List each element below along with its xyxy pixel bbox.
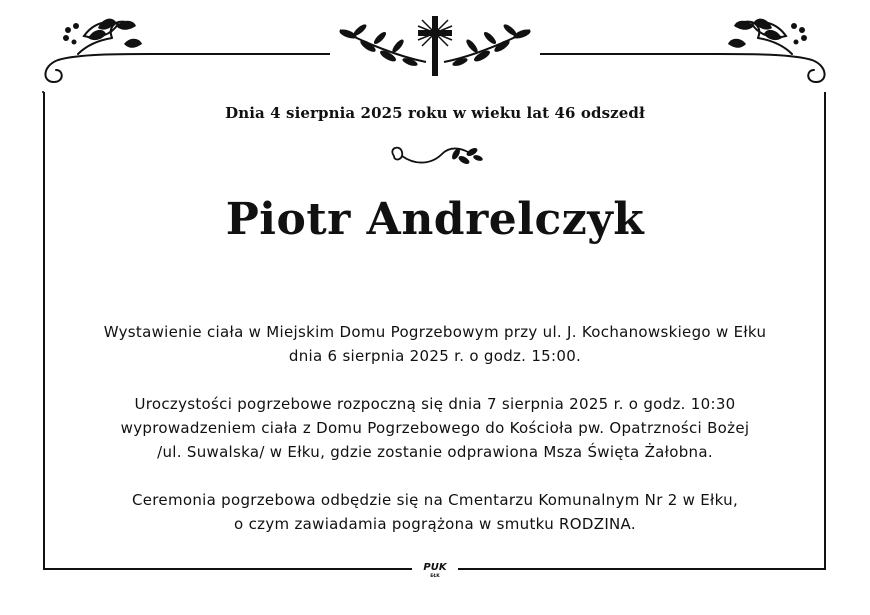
paragraph-line: wyprowadzeniem ciała z Domu Pogrzebowego do Kościoła pw. Opatrzności Bożej bbox=[120, 419, 750, 437]
paragraph-line: o czym zawiadamia pogrążona w smutku RODZINA. bbox=[234, 515, 636, 533]
corner-flourish-left-icon bbox=[38, 14, 158, 86]
paragraph-line: /ul. Suwalska/ w Ełku, gdzie zostanie odprawiona Msza Święta Żałobna. bbox=[157, 443, 713, 461]
frame-top-line-right bbox=[540, 53, 720, 55]
paragraph-burial bbox=[40, 488, 830, 536]
laurel-left-icon bbox=[336, 18, 428, 74]
paragraph-ceremony bbox=[40, 392, 830, 464]
deceased-name: Piotr Andrelczyk bbox=[225, 194, 645, 245]
corner-flourish-right-icon bbox=[712, 14, 832, 86]
paragraph-line: Ceremonia pogrzebowa odbędzie się na Cmentarzu Komunalnym Nr 2 w Ełku, bbox=[131, 491, 739, 509]
puk-logo: PUK bbox=[423, 562, 447, 573]
laurel-right-icon bbox=[442, 18, 534, 74]
frame-top-line-left bbox=[150, 53, 330, 55]
paragraph-line: dnia 6 sierpnia 2025 r. o godz. 15:00. bbox=[288, 347, 582, 365]
paragraph-line: Uroczystości pogrzebowe rozpoczną się dnia 7 sierpnia 2025 r. o godz. 10:30 bbox=[134, 395, 736, 413]
divider-flourish-icon bbox=[386, 142, 486, 172]
paragraph-line: Wystawienie ciała w Miejskim Domu Pogrzebowym przy ul. J. Kochanowskiego w Ełku bbox=[103, 323, 767, 341]
paragraph-viewing bbox=[40, 320, 830, 368]
intro-text: Dnia 4 sierpnia 2025 roku w wieku lat 46 odszedł bbox=[225, 104, 645, 122]
puk-logo-subtext: EŁK bbox=[430, 574, 440, 579]
